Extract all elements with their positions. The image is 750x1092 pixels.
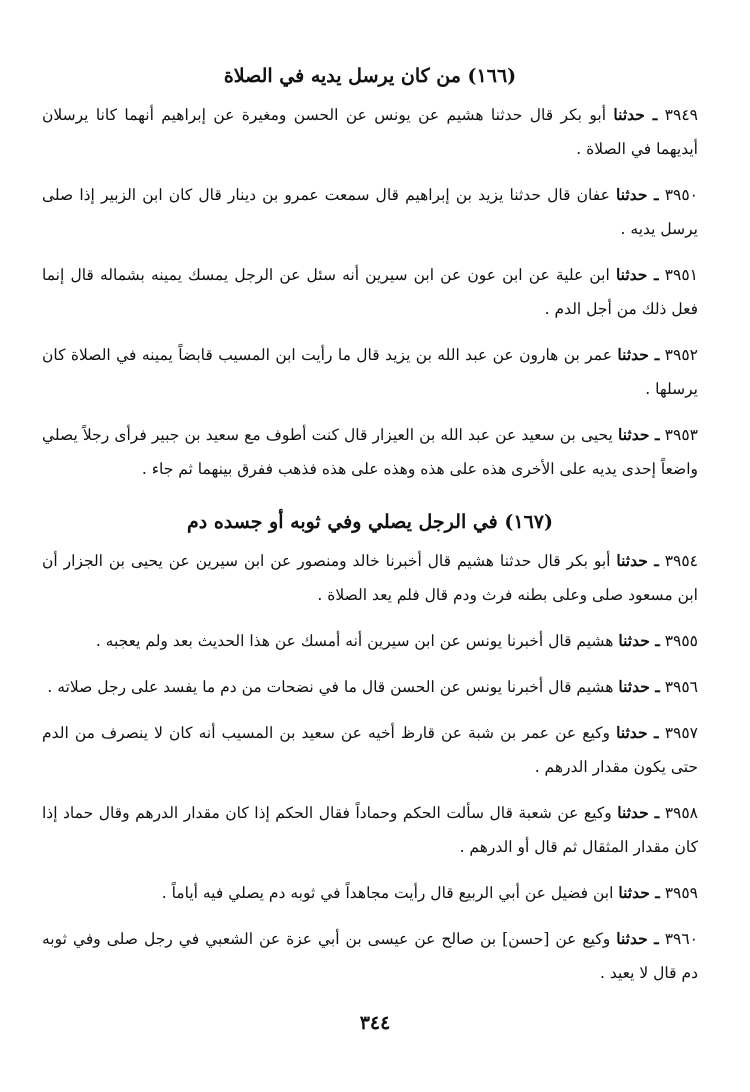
hadith-number: ٣٩٦٠	[664, 930, 698, 948]
hadith-number: ٣٩٥٥	[664, 632, 698, 650]
hadith-text: ابن فضيل عن أبي الربيع قال رأيت مجاهداً في ثوبه دم يصلي فيه أياماً .	[161, 884, 614, 902]
hadith-text: أبو بكر قال حدثنا هشيم قال أخبرنا خالد ومنصور عن ابن سيرين عن يحيى بن الجزار أن ابن مسعود صلى وعلى بطنه فرث ودم قال فلم يعد الصلاة .	[42, 552, 698, 604]
hadith-entry	[42, 338, 698, 406]
hadith-entry	[42, 98, 698, 166]
hadith-text: وكيع عن عمر بن شبة عن قارظ أخيه عن سعيد بن المسيب أنه كان لا ينصرف من الدم حتى يكون مقدار الدرهم .	[42, 724, 698, 776]
hadith-entry	[42, 796, 698, 864]
chapter-title: (١٦٧) في الرجل يصلي وفي ثوبه أو جسده دم	[186, 511, 553, 533]
hadith-entry	[42, 544, 698, 612]
hadith-lead: ـ حدثنا	[613, 105, 658, 124]
hadith-entry	[42, 716, 698, 784]
hadith-lead: ـ حدثنا	[618, 631, 660, 650]
hadith-entry	[42, 418, 698, 486]
page-number: ٣٤٤	[359, 1012, 391, 1034]
hadith-entry	[42, 624, 698, 658]
hadith-number: ٣٩٥٤	[664, 552, 698, 570]
hadith-number: ٣٩٥٠	[664, 186, 698, 204]
hadith-lead: ـ حدثنا	[617, 803, 660, 822]
hadith-number: ٣٩٤٩	[664, 106, 698, 124]
hadith-lead: ـ حدثنا	[618, 677, 660, 696]
hadith-number: ٣٩٥٦	[664, 678, 698, 696]
hadith-lead: ـ حدثنا	[616, 723, 659, 742]
hadith-text: هشيم قال أخبرنا يونس عن ابن سيرين أنه أمسك عن هذا الحديث بعد ولم يعجبه .	[95, 632, 614, 650]
hadith-number: ٣٩٥١	[664, 266, 698, 284]
hadith-lead: ـ حدثنا	[615, 185, 659, 204]
hadith-lead: ـ حدثنا	[616, 551, 659, 570]
hadith-entry	[42, 258, 698, 326]
hadith-text: أبو بكر قال حدثنا هشيم عن يونس عن الحسن ومغيرة عن إبراهيم أنهما كانا يرسلان أيديهما في الصلاة .	[42, 106, 698, 158]
hadith-number: ٣٩٥٣	[664, 426, 698, 444]
hadith-text: ابن علية عن ابن عون عن ابن سيرين أنه سئل عن الرجل يمسك يمينه بشماله قال إنما فعل ذلك من أجل الدم .	[42, 266, 698, 318]
book-page	[42, 62, 698, 1002]
hadith-text: عفان قال حدثنا يزيد بن إبراهيم قال سمعت عمرو بن دينار قال كان ابن الزبير إذا صلى يرسل يديه .	[42, 186, 698, 238]
hadith-lead: ـ حدثنا	[615, 265, 659, 284]
hadith-lead: ـ حدثنا	[618, 883, 660, 902]
hadith-text: عمر بن هارون عن عبد الله بن يزيد قال ما رأيت ابن المسيب قابضاً يمينه في الصلاة كان يرسلها .	[42, 346, 698, 398]
chapter-title: (١٦٦) من كان يرسل يديه في الصلاة	[223, 65, 517, 87]
hadith-lead: ـ حدثنا	[616, 929, 659, 948]
hadith-lead: ـ حدثنا	[617, 425, 660, 444]
hadith-text: هشيم قال أخبرنا يونس عن الحسن قال ما في نضحات من دم ما يفسد على رجل صلاته .	[47, 678, 614, 696]
hadith-entry	[42, 922, 698, 990]
hadith-entry	[42, 876, 698, 910]
hadith-text: يحيى بن سعيد عن عبد الله بن العيزار قال كنت أطوف مع سعيد بن جبير فرأى رجلاً يصلي واضعاً إحدى يديه على الأخرى هذه على هذه وهذه على هذه فذهب ففرق بينهما ثم جاء .	[42, 426, 698, 478]
hadith-lead: ـ حدثنا	[617, 345, 660, 364]
hadith-entry	[42, 178, 698, 246]
hadith-number: ٣٩٥٩	[664, 884, 698, 902]
hadith-number: ٣٩٥٢	[664, 346, 698, 364]
hadith-number: ٣٩٥٧	[664, 724, 698, 742]
hadith-text: وكيع عن [حسن] بن صالح عن عيسى بن أبي عزة عن الشعبي في رجل صلى وفي ثوبه دم قال لا يعيد .	[42, 930, 698, 982]
hadith-entry	[42, 670, 698, 704]
hadith-number: ٣٩٥٨	[664, 804, 698, 822]
hadith-text: وكيع عن شعبة قال سألت الحكم وحماداً فقال الحكم إذا كان مقدار الدرهم وقال حماد إذا كان مقدار المثقال ثم قال أو الدرهم .	[42, 804, 698, 856]
